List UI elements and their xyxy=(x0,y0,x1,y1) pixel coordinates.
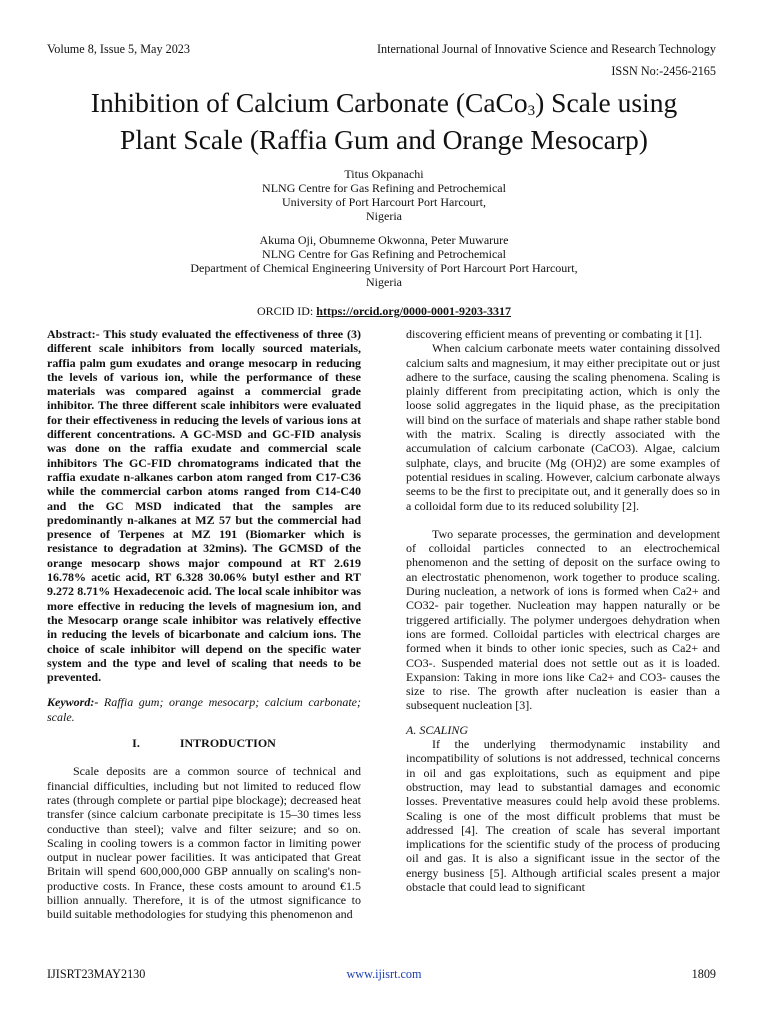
author-block-2 xyxy=(30,233,738,289)
abstract: Abstract:- This study evaluated the effectiveness of three (3) different scale inhibitors from locally sourced materials, raffia palm gum exudates and orange mesocarp in reducing the levels of various ion, while the performance of these materials was compared against a commercial grade inhibitor. The three different scale inhibitors were evaluated for their effectiveness in reducing the levels of various ions at different concentrations. A GC-MSD and GC-FID analysis was done on the raffia exudate and commercial scale inhibitors The GC-FID chromatograms indicated that the raffia exudate n-alkanes carbon atom ranged from C17-C36 while the commercial carbon atoms ranged from C14-C40 and the GC MSD indicated that the samples are predominantly n-alkanes at MZ 57 but the commercial had presence of Terpenes at MZ 191 (Biomarker which is resistance to degradation at 32mins). The GCMSD of the orange mesocarp shows major compound at RT 2.619 16.78% acetic acid, RT 6.328 30.06% butyl esther and RT 9.272 8.71% Hexadecenoic acid. The local scale inhibitor was more effective in reducing the levels of magnesium ion, and the Mesocarp orange scale inhibitor was relatively effective in reducing the levels of bicarbonate and calcium ions. The choice of scale inhibitor will depend on the specific water system and the type and level of scaling that needs to be prevented. xyxy=(47,327,361,685)
author-institution: NLNG Centre for Gas Refining and Petrochemical xyxy=(262,247,506,261)
orcid-link[interactable]: https://orcid.org/0000-0001-9203-3317 xyxy=(316,304,512,318)
author-country: Nigeria xyxy=(366,209,402,223)
right-column xyxy=(406,327,720,894)
keywords xyxy=(47,695,361,724)
paragraph-2: When calcium carbonate meets water containing dissolved calcium salts and magnesium, it may either precipitate out or just adhere to the surface, causing the scaling phenomena. Scaling is plainly different from precipitating action, which is only the loose solid aggregates in the liquid phase, as the precipitation will bind on the surface of materials and shape rather stable bond with the matrix. Scaling is directly associated with the accumulation of calcium carbonate (CaCO3). Algae, calcium sulphate, clays, and brucite (Mg (OH)2) are some examples of potential residues in scaling. However, calcium carbonate always seems to be the first to precipitate out, and it generally does so in a colloidal form due to its reduced solubility [2]. xyxy=(406,341,720,513)
left-column xyxy=(47,327,361,922)
footer-website xyxy=(0,967,768,982)
paragraph-continued: discovering efficient means of preventing or combating it [1]. xyxy=(406,327,703,341)
paper-title xyxy=(30,87,738,156)
header-journal: International Journal of Innovative Science and Research Technology xyxy=(376,42,716,56)
paragraph-3: Two separate processes, the germination and development of colloidal particles connected to an electrochemical phenomenon and the setting of deposit on the surface owing to an electrostatic phenomenon, work together to produce scaling. During nucleation, a network of ions is formed when Ca2+ and CO32- pair together. Nucleation may happen naturally or be triggered artificially. The polymer undergoes dehydration when ions are formed. Colloidal particles with electrical charges are formed when it binds to other ionic species, such as Ca2+ and CO3-. Suspended material does not settle out as it is loaded. Expansion: Taking in more ions like Ca2+ and CO3- causes the size to rise. The growth after nucleation is easier than a subsequent nucleation [3]. xyxy=(406,526,720,713)
section-heading-introduction xyxy=(47,736,361,750)
orcid-line xyxy=(30,304,738,319)
title-line2: Plant Scale (Raffia Gum and Orange Mesocarp) xyxy=(120,124,648,155)
author-institution: NLNG Centre for Gas Refining and Petrochemical xyxy=(262,181,506,195)
header-volume: Volume 8, Issue 5, May 2023 xyxy=(47,42,190,56)
title-line1-b: ) Scale using xyxy=(535,87,678,118)
title-subscript: 3 xyxy=(527,103,536,119)
author-university: University of Port Harcourt Port Harcourt, xyxy=(282,195,486,209)
author-name: Titus Okpanachi xyxy=(344,167,424,181)
paragraph-4: If the underlying thermodynamic instability and incompatibility of solutions is not addressed, technical concerns in oil and gas exploitations, such as equipment and pipe obstruction, may lead to substantial damages and economic losses. Preventative measures could help avoid these problems. Scaling is one of the most difficult problems that must be addressed [4]. The creation of scale has several important implications for the scientific study of the process of producing oil and gas. It is also a significant issue in the sector of the energy business [5]. Although artificial scales present a major obstacle that could lead to significant xyxy=(406,737,720,894)
footer-paper-id: IJISRT23MAY2130 xyxy=(47,967,146,981)
author-names: Akuma Oji, Obumneme Okwonna, Peter Muwarure xyxy=(259,233,509,247)
header-issn: ISSN No:-2456-2165 xyxy=(611,64,716,78)
title-line1-a: Inhibition of Calcium Carbonate (CaCo xyxy=(90,87,528,118)
keyword-label: Keyword:- xyxy=(47,695,99,710)
footer-page-number: 1809 xyxy=(691,967,716,981)
intro-paragraph-1: Scale deposits are a common source of technical and financial difficulties, including but not limited to reduced flow rates (through complete or partial pipe blockage); decreased heat transfer (since calcium carbonate precipitate is 15–30 times less conductive than steel); valve and filter seizure; and so on. Scaling in cooling towers is a common factor in limiting power output in nuclear power facilities. It was anticipated that Great Britain will spend 600,000,000 GBP annually on scaling's non-productive costs. In France, these costs amount to around €1.5 billion annually. Therefore, it is of the utmost significance to build suitable methodologies for studying this phenomenon and xyxy=(47,764,361,922)
section-title: INTRODUCTION xyxy=(179,736,276,751)
author-country: Nigeria xyxy=(366,275,402,289)
subsection-heading-scaling: A. SCALING xyxy=(406,722,469,737)
footer-website-link[interactable]: www.ijisrt.com xyxy=(346,967,422,981)
orcid-label: ORCID ID: xyxy=(256,304,317,318)
author-department: Department of Chemical Engineering University of Port Harcourt Port Harcourt, xyxy=(190,261,578,275)
keyword-text: Raffia gum; orange mesocarp; calcium carbonate; scale. xyxy=(47,695,361,724)
section-number: I. xyxy=(132,736,140,751)
author-block-1 xyxy=(30,167,738,223)
